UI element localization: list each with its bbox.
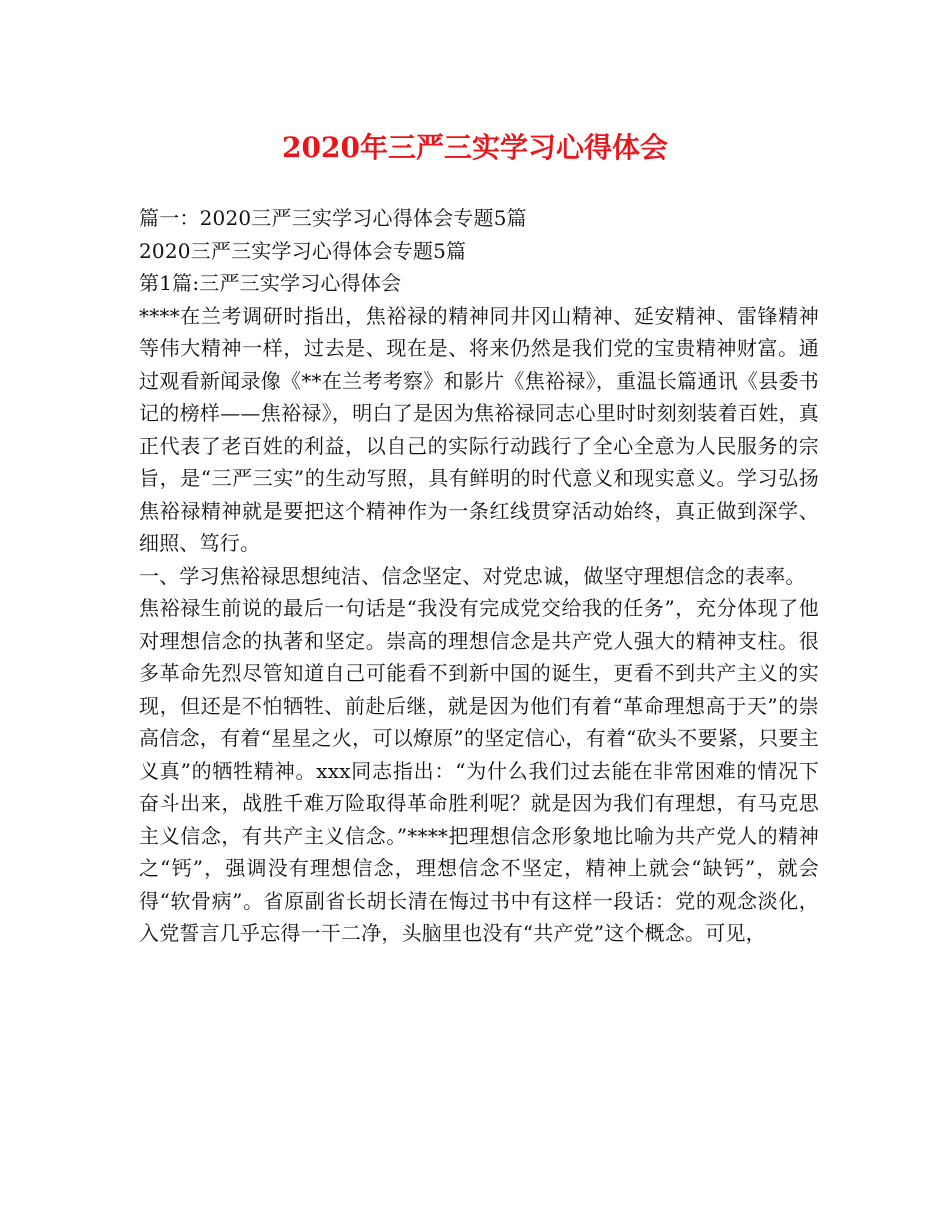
paragraph-subtitle: 2020三严三实学习心得体会专题5篇 [139,238,467,263]
paragraph-section-heading: 篇一：2020三严三实学习心得体会专题5篇 [139,206,527,230]
paragraph-point-one-body: 焦裕禄生前说的最后一句话是“我没有完成党交给我的任务”，充分体现了他对理想信念的执著和坚定。崇高的理想信念是共产党人强大的精神支柱。很多革命先烈尽管知道自己可能看不到新中国的诞生，更看不到共产主义的实现，但还是不怕牺牲、前赴后继，就是因为他们有着“革命理想高于天”的崇高信念，有着“星星之火，可以燎原”的坚定信心，有着“砍头不要紧，只要主义真”的牺牲精神。xxx同志指出：“为什么我们过去能在非常困难的情况下奋斗出来，战胜千难万险取得革命胜利呢？就是因为我们有理想，有马克思主义信念，有共产主义信念。”****把理想信念形象地比喻为共产党人的精神之“钙”，强调没有理想信念，理想信念不坚定，精神上就会“缺钙”，就会得“软骨病”。省原副省长胡长清在悔过书中有这样一段话：党的观念淡化，入党誓言几乎忘得一干二净，头脑里也没有“共产党”这个概念。可见， [139,596,819,945]
paragraph-point-one-heading: 一、学习焦裕禄思想纯洁、信念坚定、对党忠诚，做坚守理想信念的表率。 [139,563,806,588]
document-body [139,202,819,950]
paragraph-intro: ****在兰考调研时指出，焦裕禄的精神同井冈山精神、延安精神、雷锋精神等伟大精神一样，过去是、现在是、将来仍然是我们党的宝贵精神财富。通过观看新闻录像《**在兰考考察》和影片《焦裕禄》，重温长篇通讯《县委书记的榜样——焦裕禄》，明白了是因为焦裕禄同志心里时时刻刻装着百姓，真正代表了老百姓的利益，以自己的实际行动践行了全心全意为人民服务的宗旨，是“三严三实”的生动写照，具有鲜明的时代意义和现实意义。学习弘扬焦裕禄精神就是要把这个精神作为一条红线贯穿活动始终，真正做到深学、细照、笃行。 [139,303,819,555]
document-title: 2020年三严三实学习心得体会 [282,131,668,164]
paragraph-chapter-heading: 第1篇:三严三实学习心得体会 [139,271,402,295]
